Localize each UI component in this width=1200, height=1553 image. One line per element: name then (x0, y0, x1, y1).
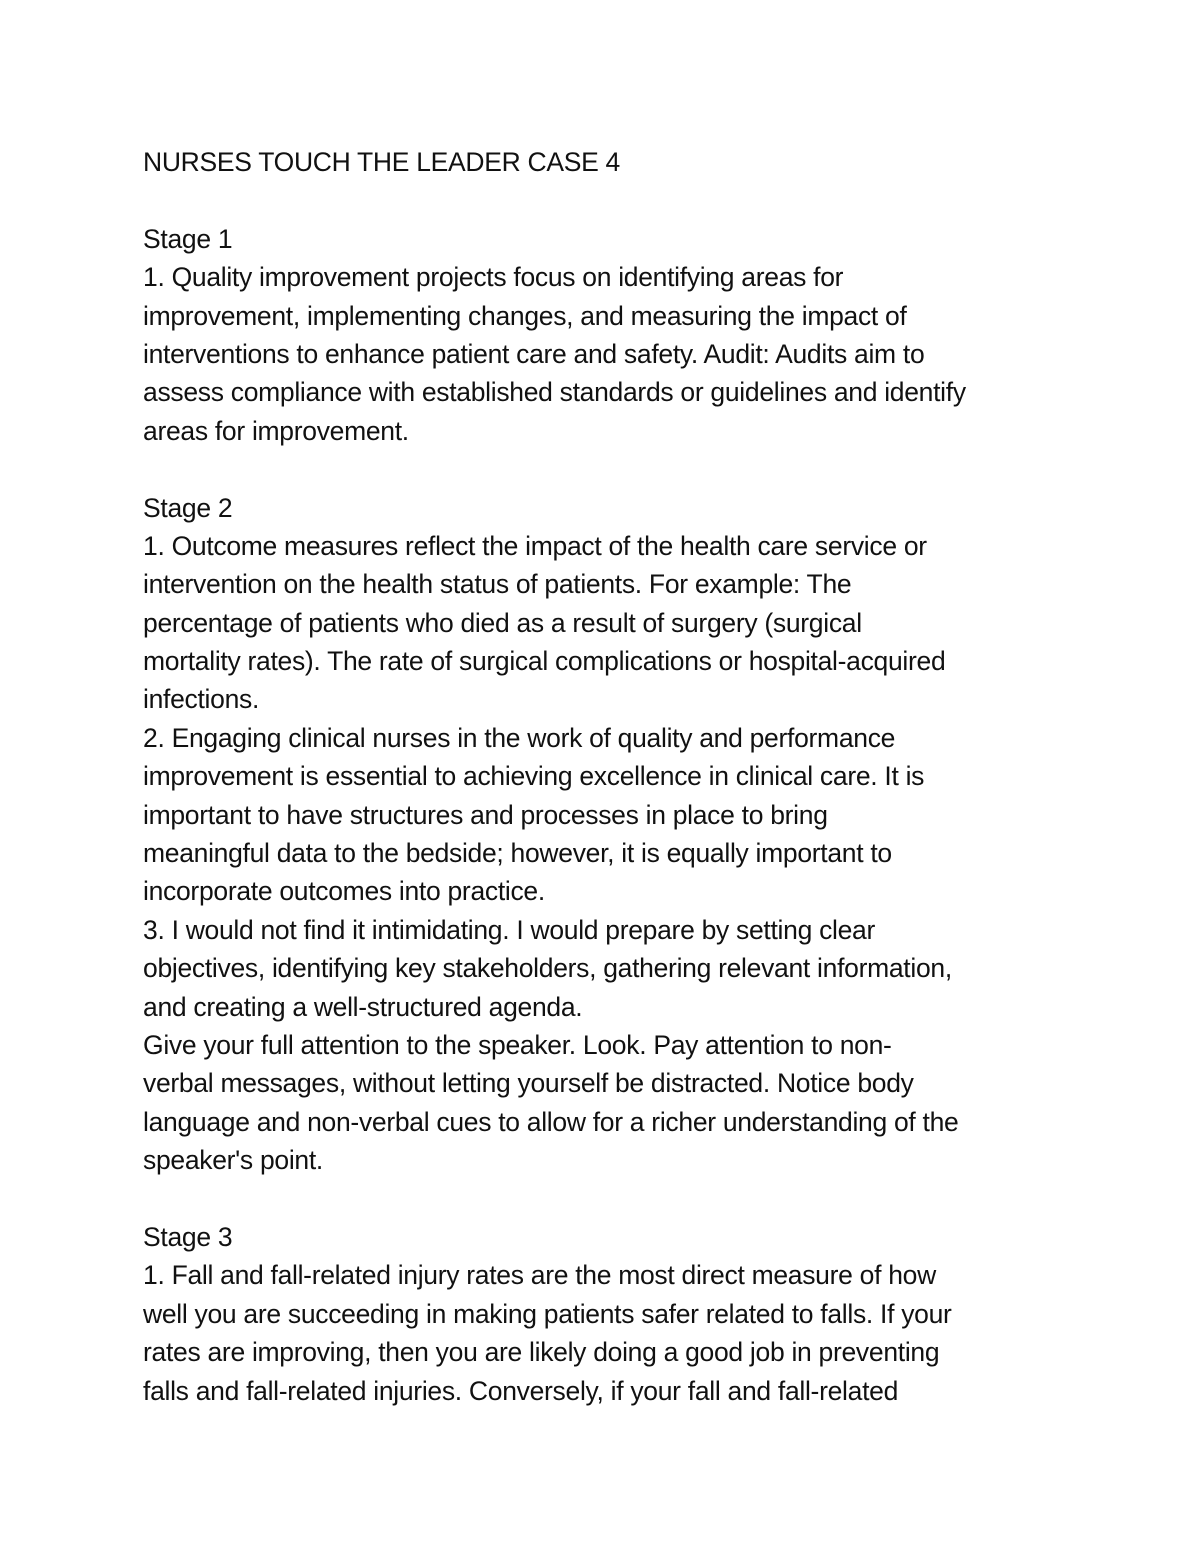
spacer (143, 1180, 1083, 1218)
stage-1-line: areas for improvement. (143, 415, 409, 446)
spacer (143, 181, 1083, 219)
stage-1-line: interventions to enhance patient care and safety. Audit: Audits aim to (143, 338, 925, 369)
stage-3-line: falls and fall-related injuries. Conversely, if your fall and fall-related (143, 1375, 899, 1406)
stage-2-line: 2. Engaging clinical nurses in the work of quality and performance (143, 722, 896, 753)
stage-2-line: meaningful data to the bedside; however, it is equally important to (143, 838, 892, 869)
stage-1-line: improvement, implementing changes, and measuring the impact of (143, 300, 907, 331)
stage-1-line: assess compliance with established standards or guidelines and identify (143, 377, 966, 408)
stage-1-heading: Stage 1 (143, 223, 233, 254)
stage-2-line: incorporate outcomes into practice. (143, 876, 545, 907)
stage-2-line: and creating a well-structured agenda. (143, 991, 583, 1022)
spacer (143, 450, 1083, 488)
stage-2-line: language and non-verbal cues to allow for a richer understanding of the (143, 1106, 959, 1137)
stage-2-line: speaker's point. (143, 1145, 323, 1176)
stage-2-line: infections. (143, 684, 260, 715)
stage-2-line: mortality rates). The rate of surgical complications or hospital-acquired (143, 646, 946, 677)
stage-2-line: improvement is essential to achieving excellence in clinical care. It is (143, 761, 925, 792)
stage-2-line: verbal messages, without letting yourself be distracted. Notice body (143, 1068, 914, 1099)
stage-3-line: rates are improving, then you are likely doing a good job in preventing (143, 1337, 940, 1368)
stage-2-line: 1. Outcome measures reflect the impact of the health care service or (143, 530, 927, 561)
stage-2-heading: Stage 2 (143, 492, 233, 523)
stage-2-line: intervention on the health status of patients. For example: The (143, 569, 852, 600)
document-body (143, 143, 1083, 1410)
document-title: NURSES TOUCH THE LEADER CASE 4 (143, 147, 620, 177)
stage-2-line: percentage of patients who died as a result of surgery (surgical (143, 607, 862, 638)
stage-2-line: Give your full attention to the speaker. Look. Pay attention to non- (143, 1029, 892, 1060)
stage-2-line: important to have structures and processes in place to bring (143, 799, 828, 830)
stage-2-line: objectives, identifying key stakeholders, gathering relevant information, (143, 953, 952, 984)
stage-2-line: 3. I would not find it intimidating. I would prepare by setting clear (143, 914, 876, 945)
stage-3-line: 1. Fall and fall-related injury rates are the most direct measure of how (143, 1260, 936, 1291)
stage-3-heading: Stage 3 (143, 1221, 233, 1252)
stage-3-line: well you are succeeding in making patients safer related to falls. If your (143, 1298, 952, 1329)
stage-1-line: 1. Quality improvement projects focus on identifying areas for (143, 262, 844, 293)
